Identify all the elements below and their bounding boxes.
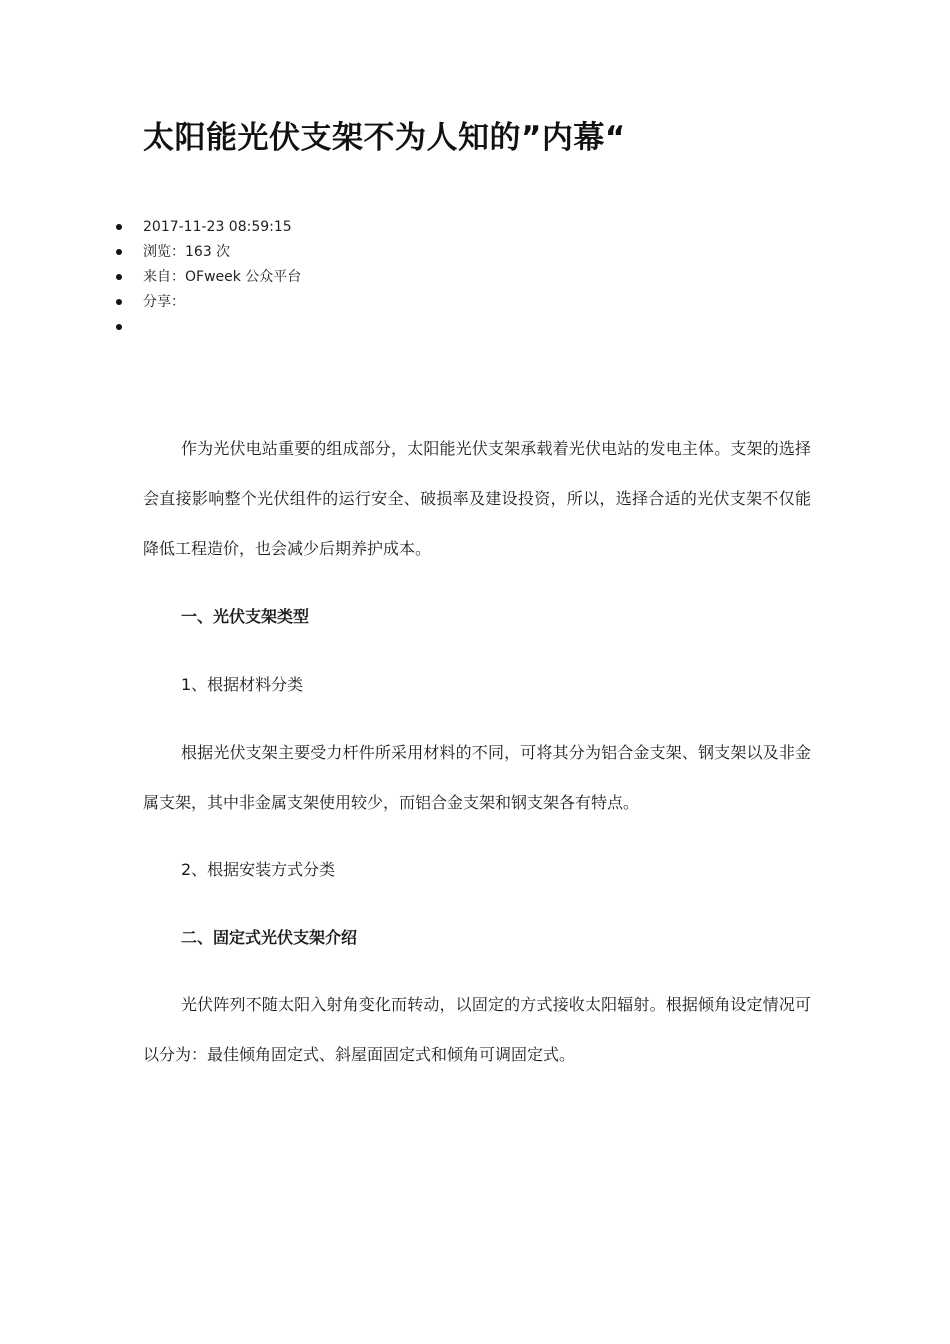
bullet-icon (116, 324, 122, 330)
bullet-icon (116, 299, 122, 305)
section1-heading: 一、光伏支架类型 (181, 607, 310, 626)
article-meta-list (143, 216, 301, 341)
section1-subheading-1: 1、根据材料分类 (181, 675, 304, 694)
meta-date-text: 2017-11-23 08:59:15 (143, 219, 292, 235)
meta-source-text: 来自：OFweek 公众平台 (143, 269, 302, 285)
meta-share-text: 分享： (143, 294, 185, 310)
meta-source (143, 266, 301, 291)
section1-paragraph-1: 根据光伏支架主要受力杆件所采用材料的不同，可将其分为铝合金支架、钢支架以及非金属支架，其中非金属支架使用较少，而铝合金支架和钢支架各有特点。 (143, 743, 811, 812)
bullet-icon (116, 274, 122, 280)
section2-heading: 二、固定式光伏支架介绍 (181, 928, 358, 947)
article-title: 太阳能光伏支架不为人知的”内幕“ (143, 120, 626, 156)
meta-date (143, 216, 301, 241)
meta-share (143, 291, 301, 316)
bullet-icon (116, 224, 122, 230)
section2-paragraph-1: 光伏阵列不随太阳入射角变化而转动，以固定的方式接收太阳辐射。根据倾角设定情况可以分为：最佳倾角固定式、斜屋面固定式和倾角可调固定式。 (143, 995, 811, 1064)
section1-subheading-2: 2、根据安装方式分类 (181, 860, 336, 879)
intro-paragraph: 作为光伏电站重要的组成部分，太阳能光伏支架承载着光伏电站的发电主体。支架的选择会直接影响整个光伏组件的运行安全、破损率及建设投资，所以，选择合适的光伏支架不仅能降低工程造价，也会减少后期养护成本。 (143, 439, 811, 558)
meta-empty (143, 316, 301, 341)
meta-views (143, 241, 301, 266)
bullet-icon (116, 249, 122, 255)
meta-views-text: 浏览：163 次 (143, 244, 231, 260)
